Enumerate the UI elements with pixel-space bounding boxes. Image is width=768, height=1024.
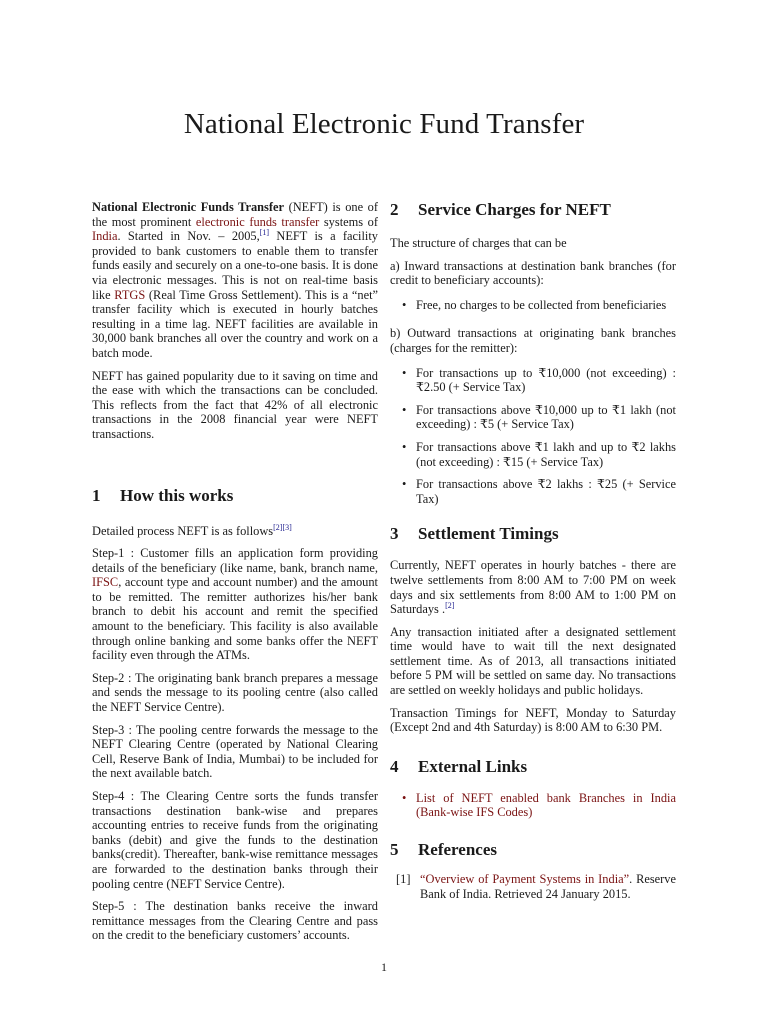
outward-list <box>390 366 676 507</box>
step-4: Step-4 : The Clearing Centre sorts the funds transfer transactions destination bank-wise and prepares accounting entries to receive funds from the originating banks (debit) and give the funds to the destination banks(credit). Thereafter, bank-wise remittance messages are forwarded to the destination banks through their pooling centre (NEFT Service Centre). <box>92 789 378 891</box>
right-column <box>390 200 676 901</box>
outward-heading: b) Outward transactions at originating bank branches (charges for the remitter): <box>390 326 676 355</box>
external-links-list <box>390 791 676 820</box>
list-item: • For transactions above ₹2 lakhs : ₹25 (+ Service Tax) <box>402 477 676 506</box>
charges-lead: The structure of charges that can be <box>390 236 567 250</box>
inward-list <box>390 298 676 313</box>
left-column <box>92 200 378 951</box>
settlement-paragraph-2: Any transaction initiated after a designated settlement time would have to wait till the next designated settlement time. As of 2013, all transactions initiated before 5 PM will be settled on same day. No transactions are settled on weekly holidays and public holidays. <box>390 624 676 698</box>
settlement-paragraph-1: Currently, NEFT operates in hourly batches - there are twelve settlements from 8:00 AM to 7:00 PM on week days and six settlements from 8:00 AM to 1:00 PM on Saturdays .[2] <box>390 558 676 617</box>
list-item: • For transactions above ₹1 lakh and up to ₹2 lakhs (not exceeding) : ₹15 (+ Service Tax) <box>402 440 676 469</box>
reference-tag: [1] <box>396 872 411 887</box>
page-number: 1 <box>381 960 387 974</box>
citation-2[interactable]: [2] <box>445 601 455 611</box>
inward-heading: a) Inward transactions at destination bank branches (for credit to beneficiary accounts): <box>390 258 676 288</box>
reference-1: [1] “Overview of Payment Systems in India”. Reserve Bank of India. Retrieved 24 January 2015. <box>390 872 676 901</box>
link-rtgs[interactable]: RTGS <box>114 287 146 302</box>
link-overview-payment-systems[interactable]: “Overview of Payment Systems in India” <box>420 872 630 887</box>
list-item: • For transactions up to ₹10,000 (not exceeding) : ₹2.50 (+ Service Tax) <box>402 366 676 395</box>
link-neft-bank-branches[interactable]: • List of NEFT enabled bank Branches in India (Bank-wise IFS Codes) <box>402 791 676 820</box>
link-ifsc[interactable]: IFSC <box>92 575 119 590</box>
step-5: Step-5 : The destination banks receive the inward remittance messages from the Clearing Centre and pass on the credit to the beneficiary customers’ accounts. <box>92 899 378 943</box>
intro-paragraph-1: National Electronic Funds Transfer (NEFT) is one of the most prominent electronic funds transfer systems of India. Started in Nov. – 2005,[1] NEFT is a facility provided to bank customers to enable them to transfer funds easily and securely on a one-to-one basis. It is done via electronic messages. This is not on real-time basis like RTGS (Real Time Gross Settlement). This is a “net” transfer facility which is executed in hourly batches resulting in a time lag. NEFT facilities are available in 30,000 bank branches all over the country and work on a batch mode. <box>92 200 379 360</box>
link-electronic-funds-transfer[interactable]: electronic funds transfer <box>195 214 320 229</box>
section-heading-external-links: 4 External Links <box>390 756 528 776</box>
process-lead: Detailed process NEFT is as follows[2][3] <box>92 522 292 538</box>
step-3: Step-3 : The pooling centre forwards the message to the NEFT Clearing Centre (operated by National Clearing Cell, Reserve Bank of India, Mumbai) to be included for the next available batch. <box>92 722 378 781</box>
section-heading-references: 5 References <box>390 840 497 860</box>
section-heading-settlement-timings: 3 Settlement Timings <box>390 524 559 544</box>
page-title: National Electronic Fund Transfer <box>183 108 585 140</box>
citation-1[interactable]: [1] <box>259 228 270 238</box>
list-item: • For transactions above ₹10,000 up to ₹1 lakh (not exceeding) : ₹5 (+ Service Tax) <box>402 403 676 432</box>
neft-term: National Electronic Funds Transfer <box>92 200 284 214</box>
settlement-paragraph-3: Transaction Timings for NEFT, Monday to Saturday (Except 2nd and 4th Saturday) is 8:00 AM to 6:30 PM. <box>390 705 676 735</box>
section-heading-service-charges: 2 Service Charges for NEFT <box>390 200 611 219</box>
section-heading-how-this-works: 1 How this works <box>92 485 234 505</box>
list-item: • Free, no charges to be collected from beneficiaries <box>402 298 676 313</box>
intro-paragraph-2: NEFT has gained popularity due to it saving on time and the ease with which the transactions can be concluded. This reflects from the fact that 42% of all electronic transactions in the 2008 financial year were NEFT transactions. <box>92 368 378 441</box>
step-1: Step-1 : Customer fills an application form providing details of the beneficiary (like name, bank, branch name, IFSC, account type and account number) and the amount to be remitted. The remitter authorizes his/her bank branch to debit his account and remit the specified amount to the beneficiary. This facility is also available through online banking and some banks offer the NEFT facility even through the ATMs. <box>92 546 378 663</box>
link-india[interactable]: India <box>92 229 118 244</box>
step-2: Step-2 : The originating bank branch prepares a message and sends the message to its pooling centre (also called the NEFT Service Centre). <box>92 670 378 715</box>
citation-2-3[interactable]: [2][3] <box>273 522 292 532</box>
